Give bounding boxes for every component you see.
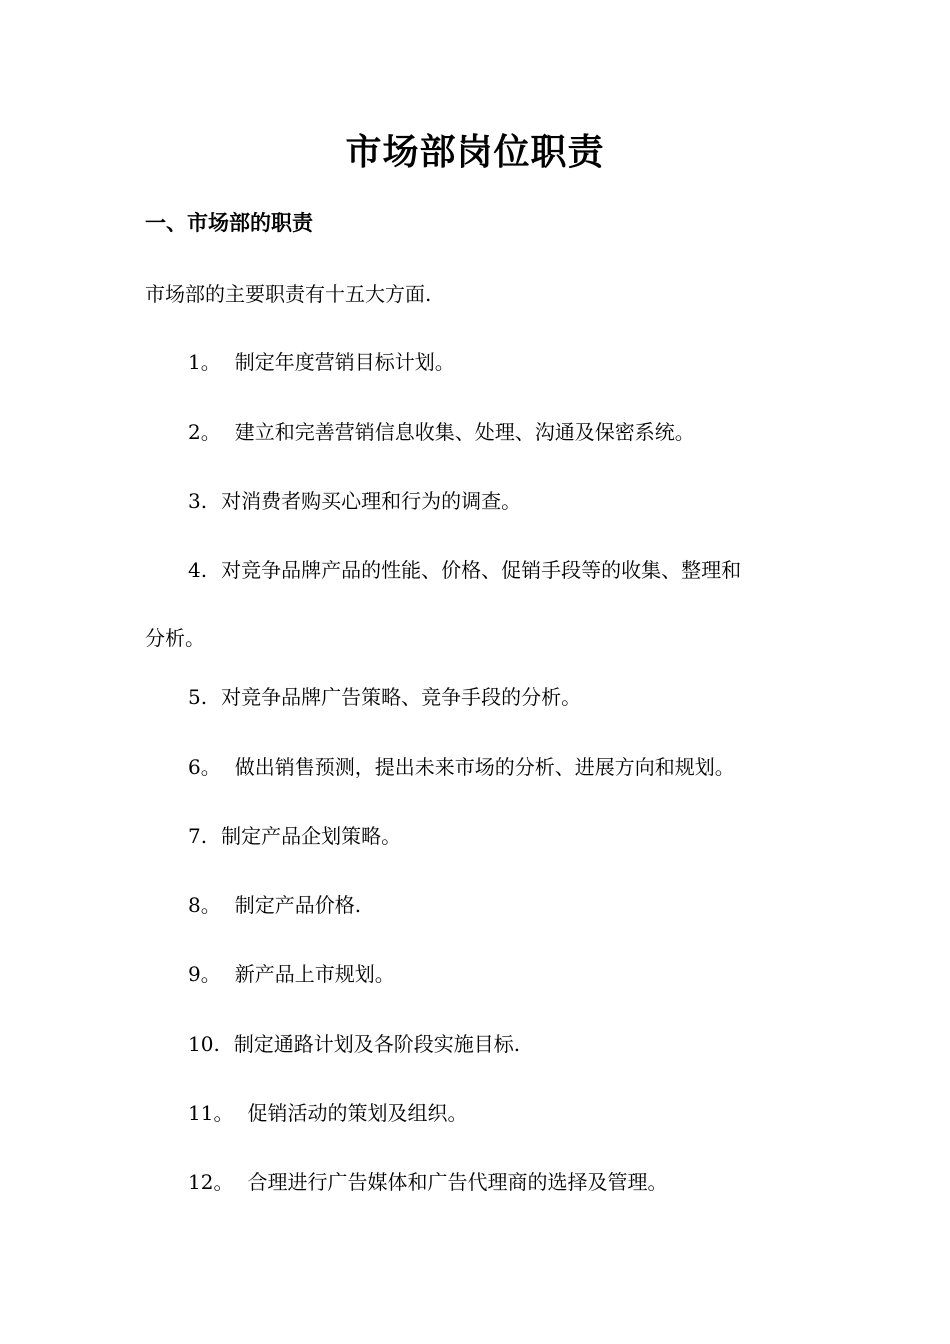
list-item xyxy=(145,890,810,920)
item-number: 7. xyxy=(188,824,208,848)
list-item xyxy=(145,1098,810,1128)
item-text: 对消费者购买心理和行为的调查。 xyxy=(221,489,522,513)
item-number: 9。 xyxy=(188,962,221,986)
intro-paragraph: 市场部的主要职责有十五大方面. xyxy=(145,282,432,306)
item-number: 8。 xyxy=(188,893,221,917)
list-item xyxy=(145,555,810,653)
item-number: 6。 xyxy=(188,755,221,779)
list-item xyxy=(145,486,810,516)
item-number: 4. xyxy=(188,558,208,582)
item-number: 5. xyxy=(188,685,208,709)
list-item xyxy=(145,682,810,712)
item-text: 合理进行广告媒体和广告代理商的选择及管理。 xyxy=(247,1170,668,1194)
list-item xyxy=(145,417,810,447)
item-number: 1。 xyxy=(188,350,221,374)
item-number: 3. xyxy=(188,489,208,513)
item-number: 10. xyxy=(188,1032,220,1056)
item-number: 11。 xyxy=(188,1101,234,1125)
item-text: 制定产品价格. xyxy=(234,893,362,917)
list-item xyxy=(145,752,810,782)
item-text: 对竞争品牌产品的性能、价格、促销手段等的收集、整理和 xyxy=(221,558,742,582)
section-heading: 一、市场部的职责 xyxy=(145,211,313,235)
list-item xyxy=(145,1029,810,1059)
item-text: 促销活动的策划及组织。 xyxy=(247,1101,468,1125)
page-title: 市场部岗位职责 xyxy=(345,132,605,173)
item-text: 制定通路计划及各阶段实施目标. xyxy=(233,1032,521,1056)
item-text: 制定年度营销目标计划。 xyxy=(234,350,455,374)
item-text: 制定产品企划策略。 xyxy=(221,824,402,848)
item-text: 新产品上市规划。 xyxy=(234,962,395,986)
item-text: 对竞争品牌广告策略、竞争手段的分析。 xyxy=(221,685,582,709)
item-number: 12。 xyxy=(188,1170,234,1194)
list-item xyxy=(145,347,810,377)
item-text: 建立和完善营销信息收集、处理、沟通及保密系统。 xyxy=(234,420,695,444)
list-item xyxy=(145,959,810,989)
item-number: 2。 xyxy=(188,420,221,444)
list-item xyxy=(145,1167,810,1197)
list-item xyxy=(145,821,810,851)
item-text: 做出销售预测，提出未来市场的分析、进展方向和规划。 xyxy=(234,755,735,779)
item-text-continuation: 分析。 xyxy=(145,626,205,650)
